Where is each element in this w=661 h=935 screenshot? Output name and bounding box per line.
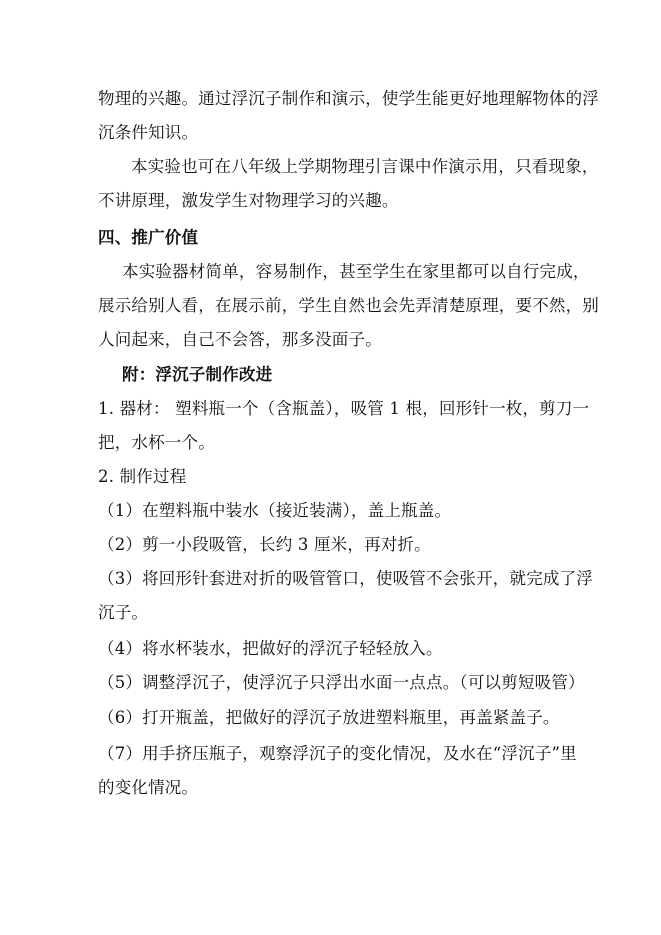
- list-item: 1. 器材： 塑料瓶一个（含瓶盖），吸管 1 根，回形针一枚，剪刀一: [98, 399, 590, 418]
- paragraph-line: 物理的兴趣。通过浮沉子制作和演示，使学生能更好地理解物体的浮: [98, 89, 599, 108]
- paragraph-line: 本实验也可在八年级上学期物理引言课中作演示用，只看现象，: [131, 157, 599, 176]
- step-item: （2）剪一小段吸管，长约 3 厘米，再对折。: [98, 535, 431, 554]
- step-item: （1）在塑料瓶中装水（接近装满），盖上瓶盖。: [98, 501, 452, 520]
- appendix-heading: 附：浮沉子制作改进: [122, 365, 273, 384]
- step-item: （3）将回形针套进对折的吸管管口，使吸管不会张开，就完成了浮: [98, 569, 593, 588]
- step-item: （6）打开瓶盖，把做好的浮沉子放进塑料瓶里，再盖紧盖子。: [98, 708, 560, 727]
- step-item: （4）将水杯装水，把做好的浮沉子轻轻放入。: [98, 639, 443, 658]
- paragraph-line: 本实验器材简单，容易制作，甚至学生在家里都可以自行完成，: [122, 262, 590, 281]
- step-item-continuation: 的变化情况。: [98, 778, 199, 797]
- list-item: 2. 制作过程: [98, 467, 187, 486]
- paragraph-line: 展示给别人看，在展示前，学生自然也会先弄清楚原理，要不然，别: [98, 296, 599, 315]
- list-item-continuation: 把，水杯一个。: [98, 433, 215, 452]
- paragraph-line: 人问起来，自己不会答，那多没面子。: [98, 330, 382, 349]
- section-heading: 四、推广价值: [98, 228, 199, 247]
- step-item: （5）调整浮沉子，使浮沉子只浮出水面一点点。（可以剪短吸管）: [98, 673, 585, 692]
- step-item-continuation: 沉子。: [98, 603, 149, 622]
- step-item: （7）用手挤压瓶子，观察浮沉子的变化情况，及水在“浮沉子”里: [98, 744, 577, 763]
- paragraph-line: 不讲原理，激发学生对物理学习的兴趣。: [98, 191, 399, 210]
- paragraph-line: 沉条件知识。: [98, 123, 199, 142]
